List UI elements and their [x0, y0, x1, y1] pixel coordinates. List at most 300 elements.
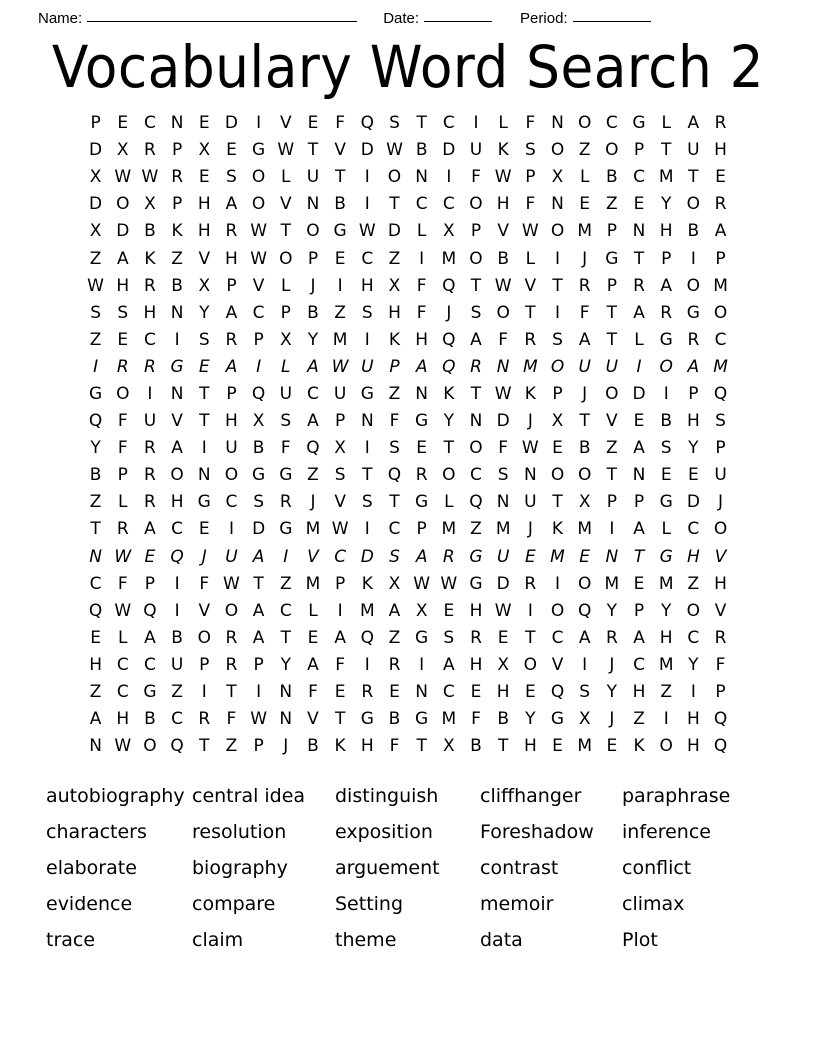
grid-cell[interactable]: O	[577, 465, 592, 486]
grid-cell[interactable]: P	[688, 383, 699, 404]
grid-cell[interactable]: O	[550, 600, 565, 621]
grid-cell[interactable]: N	[496, 356, 510, 377]
grid-cell[interactable]: G	[360, 709, 374, 730]
grid-cell[interactable]: A	[633, 519, 645, 540]
grid-cell[interactable]: A	[144, 627, 156, 648]
grid-cell[interactable]: B	[144, 221, 156, 242]
grid-cell[interactable]: X	[89, 221, 102, 242]
grid-cell[interactable]: T	[416, 113, 427, 134]
grid-cell[interactable]: M	[550, 546, 565, 567]
grid-cell[interactable]: H	[632, 682, 646, 703]
grid-cell[interactable]: N	[605, 546, 619, 567]
grid-cell[interactable]: P	[606, 275, 617, 296]
word-list-item[interactable]: Setting	[335, 893, 404, 915]
grid-cell[interactable]: X	[578, 709, 591, 730]
grid-cell[interactable]: P	[633, 140, 645, 161]
grid-cell[interactable]: B	[470, 736, 482, 757]
grid-cell[interactable]: V	[714, 546, 727, 567]
grid-cell[interactable]: N	[632, 221, 646, 242]
grid-cell[interactable]: Z	[633, 709, 645, 730]
grid-cell[interactable]: P	[307, 248, 319, 269]
grid-cell[interactable]: I	[690, 248, 696, 269]
grid-cell[interactable]: H	[686, 709, 700, 730]
grid-cell[interactable]: R	[144, 492, 156, 513]
grid-cell[interactable]: R	[524, 329, 537, 350]
grid-cell[interactable]: I	[174, 573, 180, 594]
grid-cell[interactable]: S	[470, 302, 482, 323]
grid-cell[interactable]: D	[442, 140, 456, 161]
grid-cell[interactable]: I	[337, 600, 343, 621]
grid-cell[interactable]: G	[659, 546, 673, 567]
grid-cell[interactable]: I	[283, 546, 289, 567]
grid-cell[interactable]: W	[277, 140, 295, 161]
grid-cell[interactable]: S	[389, 113, 400, 134]
grid-cell[interactable]: I	[147, 383, 153, 404]
grid-cell[interactable]: T	[606, 465, 618, 486]
grid-cell[interactable]: S	[552, 329, 563, 350]
grid-cell[interactable]: G	[333, 221, 347, 242]
grid-cell[interactable]: S	[389, 546, 400, 567]
grid-cell[interactable]: A	[225, 194, 238, 215]
grid-cell[interactable]: F	[226, 709, 237, 730]
grid-cell[interactable]: X	[388, 573, 401, 594]
grid-cell[interactable]: J	[310, 492, 316, 513]
grid-cell[interactable]: M	[577, 736, 593, 757]
grid-cell[interactable]: N	[279, 682, 293, 703]
grid-cell[interactable]: E	[144, 546, 156, 567]
grid-cell[interactable]: R	[144, 275, 156, 296]
period-write-line[interactable]	[573, 21, 651, 22]
grid-cell[interactable]: Z	[307, 465, 319, 486]
grid-cell[interactable]: R	[415, 465, 428, 486]
grid-cell[interactable]: E	[552, 736, 563, 757]
grid-cell[interactable]: I	[636, 356, 642, 377]
grid-cell[interactable]: B	[660, 411, 673, 432]
grid-cell[interactable]: H	[197, 221, 211, 242]
grid-cell[interactable]: V	[524, 275, 537, 296]
grid-cell[interactable]: H	[714, 140, 727, 161]
grid-cell[interactable]: K	[551, 519, 564, 540]
grid-cell[interactable]: A	[225, 356, 238, 377]
grid-cell[interactable]: L	[525, 248, 536, 269]
grid-cell[interactable]: Y	[199, 302, 210, 323]
grid-cell[interactable]: G	[605, 248, 619, 269]
grid-cell[interactable]: I	[364, 167, 370, 188]
grid-cell[interactable]: Y	[525, 709, 536, 730]
grid-cell[interactable]: Q	[88, 600, 103, 621]
grid-cell[interactable]: Y	[661, 600, 672, 621]
grid-cell[interactable]: J	[609, 709, 615, 730]
grid-cell[interactable]: G	[360, 383, 374, 404]
grid-cell[interactable]: Q	[713, 736, 728, 757]
grid-cell[interactable]: Z	[334, 302, 346, 323]
grid-cell[interactable]: C	[388, 519, 401, 540]
grid-cell[interactable]: K	[443, 383, 455, 404]
grid-cell[interactable]: T	[633, 248, 645, 269]
grid-cell[interactable]: Q	[550, 682, 565, 703]
grid-cell[interactable]: Q	[713, 709, 728, 730]
grid-cell[interactable]: I	[337, 275, 343, 296]
grid-cell[interactable]: T	[416, 736, 427, 757]
grid-cell[interactable]: F	[199, 573, 210, 594]
grid-cell[interactable]: I	[256, 356, 262, 377]
grid-cell[interactable]: G	[197, 492, 211, 513]
grid-cell[interactable]: R	[144, 356, 156, 377]
grid-cell[interactable]: B	[171, 275, 183, 296]
grid-cell[interactable]: C	[442, 194, 455, 215]
grid-cell[interactable]: J	[283, 736, 289, 757]
grid-cell[interactable]: F	[416, 275, 427, 296]
grid-cell[interactable]: W	[358, 221, 376, 242]
grid-cell[interactable]: L	[661, 519, 671, 540]
grid-cell[interactable]: Q	[360, 113, 374, 134]
grid-cell[interactable]: Z	[171, 248, 183, 269]
grid-cell[interactable]: U	[170, 654, 184, 675]
grid-cell[interactable]: G	[550, 709, 565, 730]
grid-cell[interactable]: L	[416, 221, 427, 242]
grid-cell[interactable]: G	[252, 140, 266, 161]
grid-cell[interactable]: S	[389, 438, 400, 459]
grid-cell[interactable]: J	[310, 275, 316, 296]
grid-cell[interactable]: B	[497, 709, 509, 730]
grid-cell[interactable]: V	[551, 654, 564, 675]
grid-cell[interactable]: V	[198, 248, 211, 269]
grid-cell[interactable]: R	[388, 654, 401, 675]
grid-cell[interactable]: R	[660, 302, 673, 323]
grid-cell[interactable]: F	[715, 654, 726, 675]
grid-cell[interactable]: I	[473, 113, 479, 134]
grid-cell[interactable]: A	[415, 356, 428, 377]
grid-cell[interactable]: U	[306, 167, 320, 188]
grid-cell[interactable]: P	[280, 302, 291, 323]
grid-cell[interactable]: K	[144, 248, 156, 269]
grid-cell[interactable]: P	[715, 438, 726, 459]
grid-cell[interactable]: D	[632, 383, 646, 404]
grid-cell[interactable]: P	[470, 221, 482, 242]
grid-cell[interactable]: J	[582, 383, 588, 404]
grid-cell[interactable]: Y	[688, 438, 699, 459]
grid-cell[interactable]: T	[334, 709, 346, 730]
grid-cell[interactable]: E	[117, 329, 129, 350]
grid-cell[interactable]: R	[687, 329, 700, 350]
grid-cell[interactable]: T	[579, 411, 590, 432]
grid-cell[interactable]: I	[174, 329, 180, 350]
grid-cell[interactable]: G	[469, 546, 483, 567]
grid-cell[interactable]: S	[361, 302, 373, 323]
grid-cell[interactable]: P	[416, 519, 427, 540]
grid-cell[interactable]: L	[444, 492, 454, 513]
word-list-item[interactable]: resolution	[192, 821, 287, 843]
grid-cell[interactable]: A	[578, 329, 591, 350]
grid-cell[interactable]: P	[253, 329, 264, 350]
grid-cell[interactable]: C	[116, 682, 129, 703]
grid-cell[interactable]: T	[199, 411, 210, 432]
grid-cell[interactable]: P	[144, 573, 156, 594]
grid-cell[interactable]: S	[198, 329, 210, 350]
grid-cell[interactable]: Q	[387, 465, 402, 486]
grid-cell[interactable]: X	[551, 167, 564, 188]
grid-cell[interactable]: R	[225, 329, 238, 350]
grid-cell[interactable]: E	[579, 194, 591, 215]
grid-cell[interactable]: M	[577, 519, 593, 540]
grid-cell[interactable]: H	[686, 736, 700, 757]
grid-cell[interactable]: W	[114, 546, 132, 567]
grid-cell[interactable]: T	[633, 546, 645, 567]
grid-cell[interactable]: P	[715, 248, 726, 269]
grid-cell[interactable]: O	[279, 248, 293, 269]
grid-cell[interactable]: A	[89, 709, 102, 730]
grid-cell[interactable]: A	[252, 627, 265, 648]
grid-cell[interactable]: X	[442, 736, 455, 757]
grid-cell[interactable]: G	[252, 465, 266, 486]
word-list-item[interactable]: paraphrase	[622, 785, 731, 807]
grid-cell[interactable]: F	[416, 302, 427, 323]
grid-cell[interactable]: O	[523, 654, 538, 675]
grid-cell[interactable]: P	[525, 167, 536, 188]
grid-cell[interactable]: C	[687, 627, 700, 648]
grid-cell[interactable]: E	[307, 627, 319, 648]
grid-cell[interactable]: D	[89, 140, 103, 161]
grid-cell[interactable]: G	[686, 302, 700, 323]
grid-cell[interactable]: E	[470, 682, 482, 703]
grid-cell[interactable]: H	[496, 682, 510, 703]
grid-cell[interactable]: D	[387, 221, 402, 242]
grid-cell[interactable]: E	[416, 438, 428, 459]
grid-cell[interactable]: R	[198, 709, 211, 730]
grid-cell[interactable]: T	[525, 627, 536, 648]
date-write-line[interactable]	[424, 21, 492, 22]
grid-cell[interactable]: X	[415, 600, 428, 621]
word-list-item[interactable]: distinguish	[335, 785, 439, 807]
grid-cell[interactable]: Q	[442, 329, 456, 350]
grid-cell[interactable]: R	[116, 519, 129, 540]
grid-cell[interactable]: O	[577, 113, 592, 134]
grid-cell[interactable]: M	[658, 167, 674, 188]
grid-cell[interactable]: X	[388, 275, 401, 296]
grid-cell[interactable]: Q	[713, 383, 728, 404]
grid-cell[interactable]: T	[362, 465, 373, 486]
grid-cell[interactable]: U	[469, 140, 483, 161]
grid-cell[interactable]: C	[252, 302, 265, 323]
grid-cell[interactable]: A	[443, 654, 455, 675]
grid-cell[interactable]: L	[281, 356, 291, 377]
grid-cell[interactable]: R	[578, 275, 591, 296]
grid-cell[interactable]: I	[555, 302, 561, 323]
word-list-item[interactable]: inference	[622, 821, 711, 843]
grid-cell[interactable]: N	[89, 736, 102, 757]
grid-cell[interactable]: C	[143, 113, 156, 134]
grid-cell[interactable]: F	[308, 682, 318, 703]
grid-cell[interactable]: Q	[442, 275, 456, 296]
grid-cell[interactable]: H	[143, 302, 157, 323]
grid-cell[interactable]: Y	[307, 329, 319, 350]
grid-cell[interactable]: Z	[279, 573, 292, 594]
grid-cell[interactable]: G	[632, 113, 646, 134]
grid-cell[interactable]: F	[335, 113, 346, 134]
grid-cell[interactable]: A	[116, 248, 129, 269]
grid-cell[interactable]: E	[633, 573, 645, 594]
grid-cell[interactable]: Q	[170, 546, 184, 567]
grid-cell[interactable]: W	[250, 709, 268, 730]
grid-cell[interactable]: W	[440, 573, 458, 594]
grid-cell[interactable]: G	[415, 627, 429, 648]
grid-cell[interactable]: F	[117, 438, 128, 459]
grid-cell[interactable]: P	[199, 654, 210, 675]
grid-cell[interactable]: R	[144, 438, 156, 459]
grid-cell[interactable]: P	[389, 356, 400, 377]
word-list-item[interactable]: arguement	[335, 857, 440, 879]
grid-cell[interactable]: C	[171, 519, 184, 540]
grid-cell[interactable]: K	[361, 573, 373, 594]
grid-cell[interactable]: I	[93, 356, 99, 377]
grid-cell[interactable]: V	[714, 600, 727, 621]
grid-cell[interactable]: O	[143, 736, 157, 757]
grid-cell[interactable]: L	[634, 329, 644, 350]
grid-cell[interactable]: G	[659, 329, 673, 350]
grid-cell[interactable]: U	[225, 438, 238, 459]
grid-cell[interactable]: M	[359, 600, 375, 621]
grid-cell[interactable]: Z	[606, 194, 618, 215]
grid-cell[interactable]: T	[280, 627, 291, 648]
grid-cell[interactable]: N	[279, 709, 293, 730]
grid-cell[interactable]: I	[663, 383, 669, 404]
grid-cell[interactable]: F	[525, 113, 536, 134]
grid-cell[interactable]: V	[279, 194, 292, 215]
grid-cell[interactable]: A	[687, 113, 700, 134]
grid-cell[interactable]: F	[498, 438, 509, 459]
grid-cell[interactable]: Q	[143, 600, 157, 621]
grid-cell[interactable]: F	[117, 573, 128, 594]
grid-cell[interactable]: T	[307, 140, 319, 161]
grid-cell[interactable]: I	[582, 654, 588, 675]
grid-cell[interactable]: I	[364, 654, 370, 675]
grid-cell[interactable]: P	[661, 248, 672, 269]
grid-cell[interactable]: J	[718, 492, 724, 513]
grid-cell[interactable]: R	[144, 465, 156, 486]
grid-cell[interactable]: F	[335, 654, 346, 675]
grid-cell[interactable]: I	[555, 573, 561, 594]
grid-cell[interactable]: H	[659, 627, 673, 648]
grid-cell[interactable]: H	[496, 194, 510, 215]
grid-cell[interactable]: C	[143, 329, 156, 350]
grid-cell[interactable]: E	[524, 682, 536, 703]
grid-cell[interactable]: R	[171, 167, 183, 188]
grid-cell[interactable]: I	[446, 167, 452, 188]
grid-cell[interactable]: C	[307, 383, 319, 404]
word-list-item[interactable]: memoir	[480, 893, 554, 915]
grid-cell[interactable]: W	[494, 167, 512, 188]
grid-cell[interactable]: R	[116, 356, 129, 377]
grid-cell[interactable]: A	[307, 654, 319, 675]
grid-cell[interactable]: H	[360, 275, 374, 296]
grid-cell[interactable]: W	[386, 140, 403, 161]
grid-cell[interactable]: E	[579, 546, 591, 567]
grid-cell[interactable]: G	[415, 411, 429, 432]
grid-cell[interactable]: P	[552, 383, 563, 404]
grid-cell[interactable]: S	[361, 492, 373, 513]
word-list-item[interactable]: data	[480, 929, 523, 951]
grid-cell[interactable]: N	[415, 167, 428, 188]
grid-cell[interactable]: W	[250, 221, 268, 242]
grid-cell[interactable]: Z	[388, 627, 401, 648]
grid-cell[interactable]: N	[170, 302, 184, 323]
grid-cell[interactable]: A	[714, 221, 727, 242]
grid-cell[interactable]: M	[713, 275, 728, 296]
grid-cell[interactable]: L	[579, 167, 590, 188]
grid-cell[interactable]: N	[306, 194, 320, 215]
grid-cell[interactable]: B	[144, 709, 156, 730]
grid-cell[interactable]: P	[335, 573, 346, 594]
grid-cell[interactable]: V	[279, 113, 292, 134]
grid-cell[interactable]: U	[279, 383, 293, 404]
grid-cell[interactable]: C	[633, 167, 645, 188]
grid-cell[interactable]: E	[687, 465, 699, 486]
grid-cell[interactable]: G	[279, 465, 293, 486]
grid-cell[interactable]: T	[199, 736, 210, 757]
grid-cell[interactable]: S	[280, 411, 292, 432]
grid-cell[interactable]: I	[201, 438, 207, 459]
grid-cell[interactable]: C	[605, 113, 618, 134]
grid-cell[interactable]: T	[199, 383, 210, 404]
grid-cell[interactable]: R	[470, 356, 482, 377]
grid-cell[interactable]: A	[388, 600, 401, 621]
grid-cell[interactable]: D	[360, 140, 374, 161]
grid-cell[interactable]: Y	[90, 438, 101, 459]
grid-cell[interactable]: M	[495, 519, 511, 540]
grid-cell[interactable]: C	[143, 654, 156, 675]
grid-cell[interactable]: R	[470, 627, 482, 648]
grid-cell[interactable]: I	[364, 519, 370, 540]
grid-cell[interactable]: C	[551, 627, 564, 648]
grid-cell[interactable]: S	[715, 411, 726, 432]
grid-cell[interactable]: J	[609, 654, 615, 675]
grid-cell[interactable]: Z	[660, 682, 673, 703]
grid-cell[interactable]: H	[225, 248, 238, 269]
grid-cell[interactable]: W	[141, 167, 159, 188]
word-list-item[interactable]: cliffhanger	[480, 785, 582, 807]
grid-cell[interactable]: I	[419, 654, 425, 675]
grid-cell[interactable]: X	[551, 411, 564, 432]
grid-cell[interactable]: F	[117, 411, 128, 432]
grid-cell[interactable]: E	[633, 411, 645, 432]
grid-cell[interactable]: O	[469, 194, 483, 215]
grid-cell[interactable]: H	[197, 194, 211, 215]
grid-cell[interactable]: B	[89, 465, 102, 486]
grid-cell[interactable]: N	[197, 465, 211, 486]
grid-cell[interactable]: I	[174, 600, 180, 621]
grid-cell[interactable]: N	[170, 113, 184, 134]
grid-cell[interactable]: O	[713, 519, 728, 540]
grid-cell[interactable]: T	[470, 383, 482, 404]
grid-cell[interactable]: H	[523, 736, 537, 757]
grid-cell[interactable]: Z	[470, 519, 482, 540]
grid-cell[interactable]: R	[605, 627, 618, 648]
grid-cell[interactable]: I	[364, 329, 370, 350]
grid-cell[interactable]: W	[250, 248, 268, 269]
grid-cell[interactable]: E	[633, 194, 645, 215]
grid-cell[interactable]: I	[609, 519, 615, 540]
grid-cell[interactable]: I	[201, 682, 207, 703]
grid-cell[interactable]: C	[442, 113, 455, 134]
grid-cell[interactable]: T	[606, 329, 618, 350]
word-list-item[interactable]: trace	[46, 929, 96, 951]
grid-cell[interactable]: W	[331, 356, 349, 377]
grid-cell[interactable]: S	[90, 302, 101, 323]
grid-cell[interactable]: B	[307, 302, 319, 323]
grid-cell[interactable]: P	[253, 654, 264, 675]
grid-cell[interactable]: Z	[225, 736, 238, 757]
grid-cell[interactable]: W	[413, 573, 431, 594]
